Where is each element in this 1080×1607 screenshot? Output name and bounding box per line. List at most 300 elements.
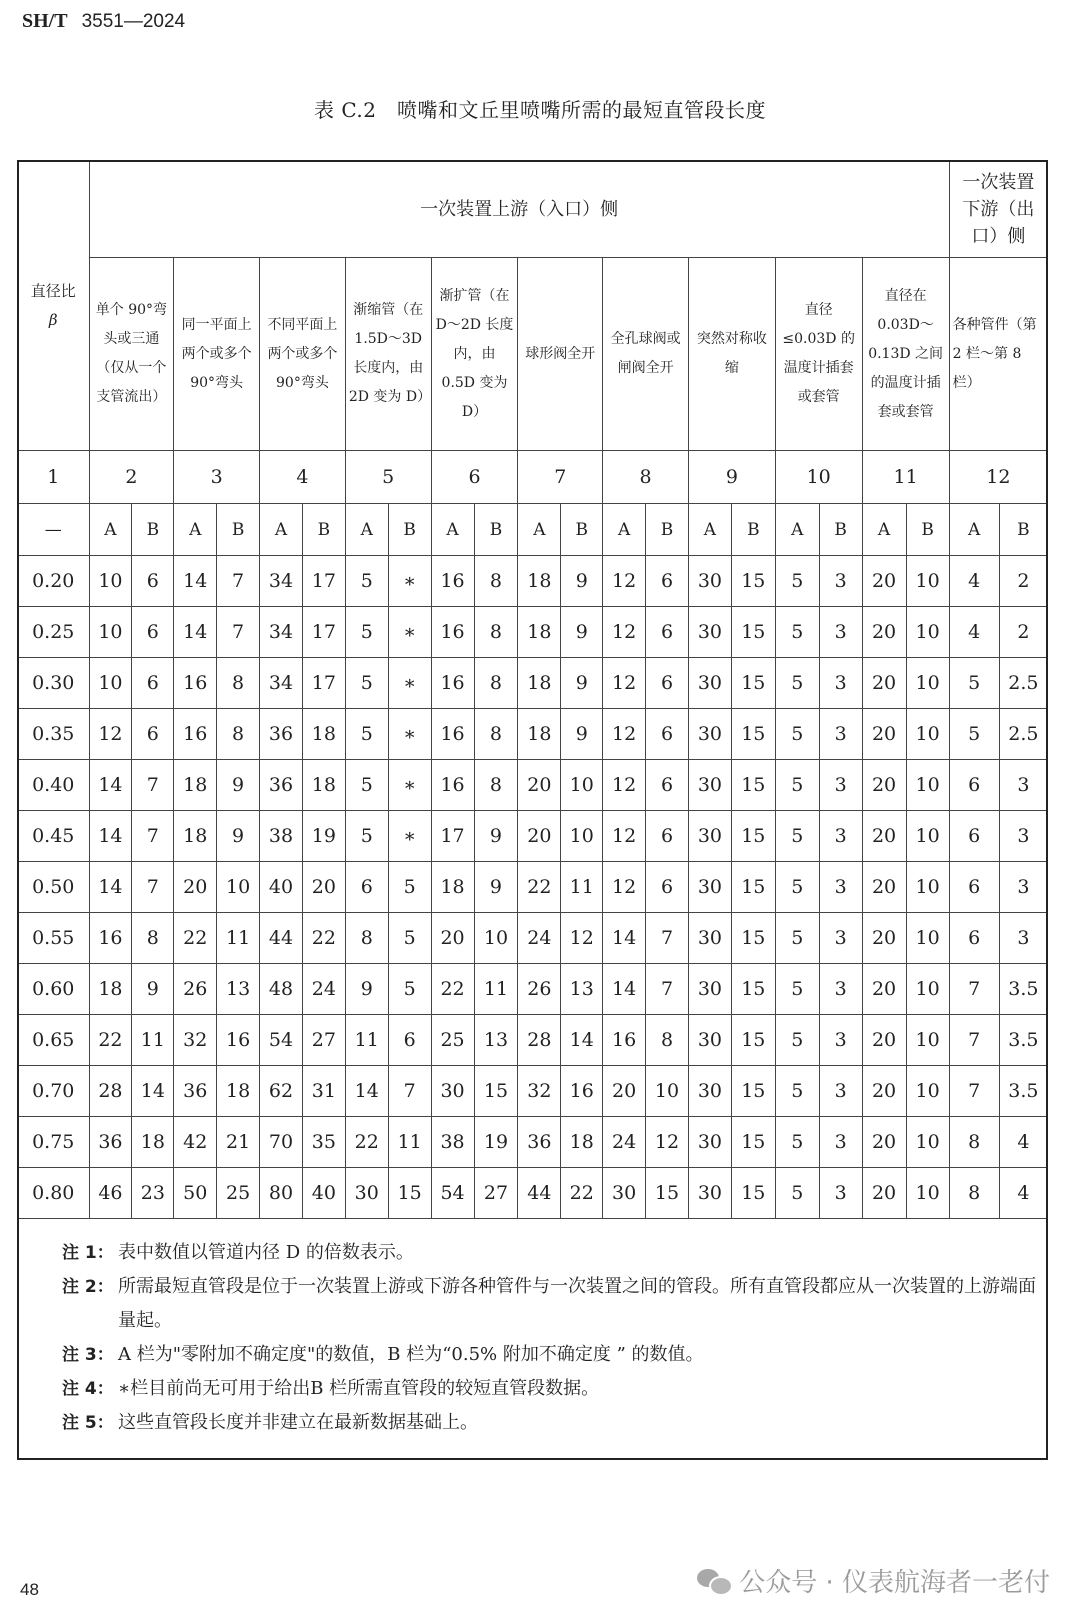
value-cell: 6 (345, 862, 388, 913)
value-cell: 20 (862, 658, 906, 709)
value-cell: 27 (474, 1168, 518, 1219)
value-cell: 28 (89, 1066, 132, 1117)
value-cell: 30 (688, 811, 731, 862)
value-cell: 12 (603, 658, 646, 709)
value-cell: 30 (688, 862, 731, 913)
column-number: 4 (260, 451, 346, 504)
value-cell: 4 (999, 1168, 1047, 1219)
value-cell: 13 (474, 1015, 518, 1066)
value-cell: 5 (775, 913, 819, 964)
value-cell: 16 (89, 913, 132, 964)
value-cell: 7 (646, 964, 689, 1015)
value-cell: 10 (906, 556, 949, 607)
value-cell: 22 (518, 862, 561, 913)
b-column-label: B (646, 504, 689, 556)
col-header-diff-plane-elbows: 不同平面上两个或多个 90°弯头 (260, 258, 346, 451)
value-cell: 5 (345, 658, 388, 709)
value-cell: 36 (89, 1117, 132, 1168)
value-cell: 36 (174, 1066, 217, 1117)
diameter-ratio-header: 直径比 β (18, 161, 90, 451)
value-cell: 7 (949, 1066, 999, 1117)
value-cell: 18 (561, 1117, 603, 1168)
value-cell: 19 (474, 1117, 518, 1168)
value-cell: 3 (819, 964, 862, 1015)
value-cell: 6 (388, 1015, 431, 1066)
value-cell: 8 (217, 709, 260, 760)
value-cell: 5 (775, 1015, 819, 1066)
beta-cell: 0.50 (18, 862, 90, 913)
value-cell: 15 (388, 1168, 431, 1219)
value-cell: 6 (132, 709, 174, 760)
beta-cell: 0.60 (18, 964, 90, 1015)
beta-cell: 0.35 (18, 709, 90, 760)
beta-cell: 0.80 (18, 1168, 90, 1219)
value-cell: 8 (132, 913, 174, 964)
b-column-label: B (731, 504, 775, 556)
value-cell: 3.5 (999, 1066, 1047, 1117)
value-cell: 3.5 (999, 964, 1047, 1015)
value-cell: 48 (260, 964, 303, 1015)
value-cell: 2.5 (999, 658, 1047, 709)
value-cell: 7 (388, 1066, 431, 1117)
a-column-label: A (260, 504, 303, 556)
value-cell: 18 (132, 1117, 174, 1168)
watermark (697, 1562, 1050, 1599)
column-number: 8 (603, 451, 689, 504)
value-cell: 18 (518, 607, 561, 658)
value-cell: 3 (999, 811, 1047, 862)
value-cell: 30 (603, 1168, 646, 1219)
upstream-header: 一次装置上游（入口）侧 (89, 161, 949, 258)
value-cell: 23 (132, 1168, 174, 1219)
value-cell: 10 (906, 1117, 949, 1168)
value-cell: 3 (819, 658, 862, 709)
value-cell: ∗ (388, 760, 431, 811)
value-cell: 30 (688, 556, 731, 607)
value-cell: 9 (561, 607, 603, 658)
a-column-label: A (688, 504, 731, 556)
col-header-reducer: 渐缩管（在 1.5D～3D 长度内，由 2D 变为 D） (345, 258, 431, 451)
value-cell: 9 (474, 811, 518, 862)
value-cell: 6 (949, 811, 999, 862)
note-1: 注 1： 表中数值以管道内径 D 的倍数表示。 (62, 1242, 414, 1263)
value-cell: 12 (89, 709, 132, 760)
value-cell: 26 (174, 964, 217, 1015)
value-cell: 20 (862, 607, 906, 658)
value-cell: 10 (646, 1066, 689, 1117)
value-cell: 30 (688, 913, 731, 964)
note-3: 注 3： A 栏为"零附加不确定度"的数值，B 栏为“0.5% 附加不确定度 ” 的数值。 (62, 1344, 704, 1365)
value-cell: 18 (518, 658, 561, 709)
value-cell: 24 (603, 1117, 646, 1168)
value-cell: 10 (906, 709, 949, 760)
value-cell: 10 (561, 760, 603, 811)
value-cell: 30 (688, 1168, 731, 1219)
value-cell: 14 (174, 607, 217, 658)
value-cell: 8 (474, 556, 518, 607)
value-cell: 18 (302, 709, 345, 760)
value-cell: 20 (862, 1066, 906, 1117)
value-cell: 21 (217, 1117, 260, 1168)
a-column-label: A (345, 504, 388, 556)
value-cell: 15 (731, 811, 775, 862)
beta-cell: 0.25 (18, 607, 90, 658)
a-column-label: A (431, 504, 474, 556)
value-cell: 5 (775, 607, 819, 658)
value-cell: 7 (132, 862, 174, 913)
value-cell: 9 (474, 862, 518, 913)
col-header-globe-valve: 球形阀全开 (518, 258, 603, 451)
value-cell: 16 (174, 709, 217, 760)
value-cell: 20 (862, 556, 906, 607)
col-header-abrupt-contraction: 突然对称收缩 (688, 258, 775, 451)
value-cell: 12 (603, 760, 646, 811)
value-cell: 16 (603, 1015, 646, 1066)
value-cell: 3 (819, 1066, 862, 1117)
value-cell: 8 (949, 1168, 999, 1219)
a-column-label: A (949, 504, 999, 556)
beta-cell: 0.75 (18, 1117, 90, 1168)
note-2: 注 2： 所需最短直管段是位于一次装置上游或下游各种管件与一次装置之间的管段。所有直管段都应从一次装置的上游端面量起。 (62, 1276, 1036, 1331)
standard-code: SH/T (22, 10, 68, 32)
column-number: 6 (431, 451, 518, 504)
col-header-expander: 渐扩管（在 D～2D 长度内，由 0.5D 变为 D） (431, 258, 518, 451)
value-cell: 24 (302, 964, 345, 1015)
value-cell: 16 (431, 556, 474, 607)
value-cell: 10 (906, 862, 949, 913)
column-number: 11 (862, 451, 949, 504)
column-number: 12 (949, 451, 1047, 504)
value-cell: 5 (949, 658, 999, 709)
value-cell: 7 (217, 607, 260, 658)
beta-cell: 0.40 (18, 760, 90, 811)
b-column-label: B (999, 504, 1047, 556)
value-cell: 40 (260, 862, 303, 913)
value-cell: 10 (217, 862, 260, 913)
value-cell: 15 (731, 709, 775, 760)
value-cell: 20 (862, 913, 906, 964)
value-cell: 30 (688, 658, 731, 709)
value-cell: 18 (518, 709, 561, 760)
value-cell: 10 (89, 556, 132, 607)
value-cell: 70 (260, 1117, 303, 1168)
value-cell: 18 (174, 811, 217, 862)
value-cell: 9 (217, 760, 260, 811)
b-column-label: B (906, 504, 949, 556)
value-cell: 15 (731, 1066, 775, 1117)
downstream-header: 一次装置下游（出口）侧 (949, 161, 1047, 258)
value-cell: 8 (474, 658, 518, 709)
value-cell: 14 (603, 913, 646, 964)
value-cell: 5 (388, 862, 431, 913)
value-cell: 10 (89, 658, 132, 709)
value-cell: 15 (731, 658, 775, 709)
value-cell: 20 (603, 1066, 646, 1117)
value-cell: 5 (345, 760, 388, 811)
value-cell: 8 (949, 1117, 999, 1168)
value-cell: 22 (431, 964, 474, 1015)
value-cell: 6 (949, 913, 999, 964)
a-column-label: A (174, 504, 217, 556)
value-cell: 2.5 (999, 709, 1047, 760)
value-cell: 10 (906, 1168, 949, 1219)
value-cell: 38 (260, 811, 303, 862)
b-column-label: B (217, 504, 260, 556)
value-cell: 3 (819, 1117, 862, 1168)
value-cell: 16 (431, 658, 474, 709)
value-cell: 6 (646, 607, 689, 658)
value-cell: 9 (345, 964, 388, 1015)
value-cell: 9 (561, 556, 603, 607)
value-cell: 13 (217, 964, 260, 1015)
value-cell: 8 (345, 913, 388, 964)
value-cell: 20 (862, 760, 906, 811)
value-cell: 15 (731, 607, 775, 658)
value-cell: 30 (688, 1015, 731, 1066)
value-cell: 11 (345, 1015, 388, 1066)
value-cell: ∗ (388, 658, 431, 709)
value-cell: 10 (906, 607, 949, 658)
value-cell: 15 (731, 964, 775, 1015)
value-cell: 3 (819, 709, 862, 760)
note-5: 注 5： 这些直管段长度并非建立在最新数据基础上。 (62, 1412, 478, 1433)
beta-cell: 0.55 (18, 913, 90, 964)
dash-cell: — (18, 504, 90, 556)
value-cell: 3 (819, 913, 862, 964)
value-cell: 3 (819, 760, 862, 811)
value-cell: 18 (431, 862, 474, 913)
b-column-label: B (388, 504, 431, 556)
value-cell: 9 (132, 964, 174, 1015)
value-cell: 40 (302, 1168, 345, 1219)
value-cell: 12 (646, 1117, 689, 1168)
value-cell: 7 (949, 1015, 999, 1066)
value-cell: 30 (688, 964, 731, 1015)
value-cell: 17 (302, 556, 345, 607)
value-cell: 32 (174, 1015, 217, 1066)
value-cell: 22 (89, 1015, 132, 1066)
value-cell: 20 (302, 862, 345, 913)
col-header-ball-gate-valve: 全孔球阀或闸阀全开 (603, 258, 689, 451)
value-cell: 15 (646, 1168, 689, 1219)
value-cell: 27 (302, 1015, 345, 1066)
value-cell: 3 (999, 913, 1047, 964)
value-cell: 30 (688, 709, 731, 760)
value-cell: 14 (561, 1015, 603, 1066)
value-cell: 3 (819, 1015, 862, 1066)
value-cell: 42 (174, 1117, 217, 1168)
value-cell: 12 (603, 862, 646, 913)
value-cell: 36 (260, 760, 303, 811)
value-cell: 11 (474, 964, 518, 1015)
value-cell: 28 (518, 1015, 561, 1066)
value-cell: 20 (862, 1117, 906, 1168)
value-cell: 8 (217, 658, 260, 709)
value-cell: 7 (646, 913, 689, 964)
value-cell: 5 (388, 913, 431, 964)
value-cell: 44 (518, 1168, 561, 1219)
value-cell: 15 (474, 1066, 518, 1117)
value-cell: 17 (431, 811, 474, 862)
value-cell: 20 (862, 811, 906, 862)
value-cell: 30 (688, 1117, 731, 1168)
value-cell: 15 (731, 1168, 775, 1219)
column-number: 2 (89, 451, 174, 504)
watermark-text: 公众号 · 仪表航海者一老付 (739, 1568, 1050, 1598)
value-cell: 3 (819, 1168, 862, 1219)
value-cell: 14 (174, 556, 217, 607)
value-cell: 4 (949, 607, 999, 658)
value-cell: 12 (603, 709, 646, 760)
value-cell: 3.5 (999, 1015, 1047, 1066)
value-cell: 3 (819, 862, 862, 913)
value-cell: 18 (518, 556, 561, 607)
value-cell: 3 (819, 811, 862, 862)
value-cell: 6 (132, 556, 174, 607)
value-cell: 6 (646, 658, 689, 709)
value-cell: 22 (174, 913, 217, 964)
value-cell: 24 (518, 913, 561, 964)
value-cell: 7 (132, 811, 174, 862)
page-number: 48 (20, 1580, 39, 1599)
value-cell: 25 (217, 1168, 260, 1219)
value-cell: ∗ (388, 811, 431, 862)
beta-cell: 0.45 (18, 811, 90, 862)
value-cell: 20 (862, 1015, 906, 1066)
value-cell: 6 (132, 607, 174, 658)
value-cell: ∗ (388, 556, 431, 607)
value-cell: 15 (731, 556, 775, 607)
standard-number: 3551—2024 (81, 11, 186, 32)
value-cell: 22 (561, 1168, 603, 1219)
value-cell: 11 (561, 862, 603, 913)
value-cell: 22 (302, 913, 345, 964)
value-cell: 35 (302, 1117, 345, 1168)
value-cell: 5 (345, 709, 388, 760)
value-cell: 4 (949, 556, 999, 607)
value-cell: 5 (345, 811, 388, 862)
value-cell: 54 (260, 1015, 303, 1066)
value-cell: 14 (89, 760, 132, 811)
value-cell: 10 (906, 1066, 949, 1117)
beta-cell: 0.65 (18, 1015, 90, 1066)
value-cell: 6 (949, 862, 999, 913)
value-cell: 34 (260, 607, 303, 658)
value-cell: 20 (174, 862, 217, 913)
value-cell: 5 (388, 964, 431, 1015)
b-column-label: B (132, 504, 174, 556)
value-cell: 15 (731, 913, 775, 964)
col-header-thermowell-large: 直径在 0.03D～0.13D 之间的温度计插套或套管 (862, 258, 949, 451)
value-cell: 15 (731, 1015, 775, 1066)
value-cell: 10 (474, 913, 518, 964)
value-cell: 20 (431, 913, 474, 964)
value-cell: 5 (775, 1117, 819, 1168)
value-cell: 11 (132, 1015, 174, 1066)
column-number: 1 (18, 451, 90, 504)
value-cell: 17 (302, 658, 345, 709)
column-number: 5 (345, 451, 431, 504)
value-cell: 8 (474, 760, 518, 811)
table-notes (62, 1236, 1037, 1440)
a-column-label: A (518, 504, 561, 556)
value-cell: 26 (518, 964, 561, 1015)
value-cell: 10 (906, 811, 949, 862)
value-cell: 5 (345, 607, 388, 658)
value-cell: 16 (431, 709, 474, 760)
value-cell: 3 (999, 760, 1047, 811)
column-number: 7 (518, 451, 603, 504)
value-cell: 50 (174, 1168, 217, 1219)
value-cell: 30 (688, 760, 731, 811)
value-cell: 38 (431, 1117, 474, 1168)
value-cell: 20 (862, 1168, 906, 1219)
value-cell: 12 (603, 811, 646, 862)
a-column-label: A (775, 504, 819, 556)
beta-cell: 0.20 (18, 556, 90, 607)
value-cell: 5 (775, 709, 819, 760)
value-cell: 5 (775, 964, 819, 1015)
value-cell: 34 (260, 658, 303, 709)
value-cell: 2 (999, 607, 1047, 658)
value-cell: 6 (646, 862, 689, 913)
table-caption: 表 C.2 喷嘴和文丘里喷嘴所需的最短直管段长度 (313, 98, 767, 122)
value-cell: 10 (89, 607, 132, 658)
value-cell: 34 (260, 556, 303, 607)
value-cell: 31 (302, 1066, 345, 1117)
value-cell: 3 (819, 556, 862, 607)
value-cell: 30 (688, 1066, 731, 1117)
value-cell: 18 (302, 760, 345, 811)
value-cell: 5 (345, 556, 388, 607)
value-cell: 54 (431, 1168, 474, 1219)
value-cell: 16 (561, 1066, 603, 1117)
value-cell: 7 (217, 556, 260, 607)
value-cell: 10 (906, 658, 949, 709)
value-cell: 15 (731, 862, 775, 913)
value-cell: 14 (345, 1066, 388, 1117)
value-cell: 20 (518, 811, 561, 862)
value-cell: 10 (906, 964, 949, 1015)
value-cell: 5 (775, 862, 819, 913)
b-column-label: B (819, 504, 862, 556)
column-number: 9 (688, 451, 775, 504)
a-column-label: A (89, 504, 132, 556)
column-number: 10 (775, 451, 862, 504)
col-header-fittings: 各种管件（第 2 栏～第 8 栏） (949, 258, 1047, 451)
value-cell: 6 (646, 709, 689, 760)
value-cell: 5 (775, 556, 819, 607)
note-4: 注 4： ∗栏目前尚无可用于给出B 栏所需直管段的较短直管段数据。 (62, 1378, 600, 1399)
value-cell: 20 (862, 964, 906, 1015)
value-cell: 6 (949, 760, 999, 811)
value-cell: 9 (561, 658, 603, 709)
value-cell: 15 (731, 760, 775, 811)
value-cell: 5 (775, 811, 819, 862)
b-column-label: B (302, 504, 345, 556)
b-column-label: B (561, 504, 603, 556)
value-cell: 20 (862, 709, 906, 760)
value-cell: 16 (431, 760, 474, 811)
value-cell: 11 (217, 913, 260, 964)
value-cell: 10 (906, 760, 949, 811)
page-header (22, 10, 185, 33)
value-cell: 16 (217, 1015, 260, 1066)
value-cell: 15 (731, 1117, 775, 1168)
value-cell: 5 (775, 760, 819, 811)
value-cell: 4 (999, 1117, 1047, 1168)
value-cell: 12 (603, 607, 646, 658)
